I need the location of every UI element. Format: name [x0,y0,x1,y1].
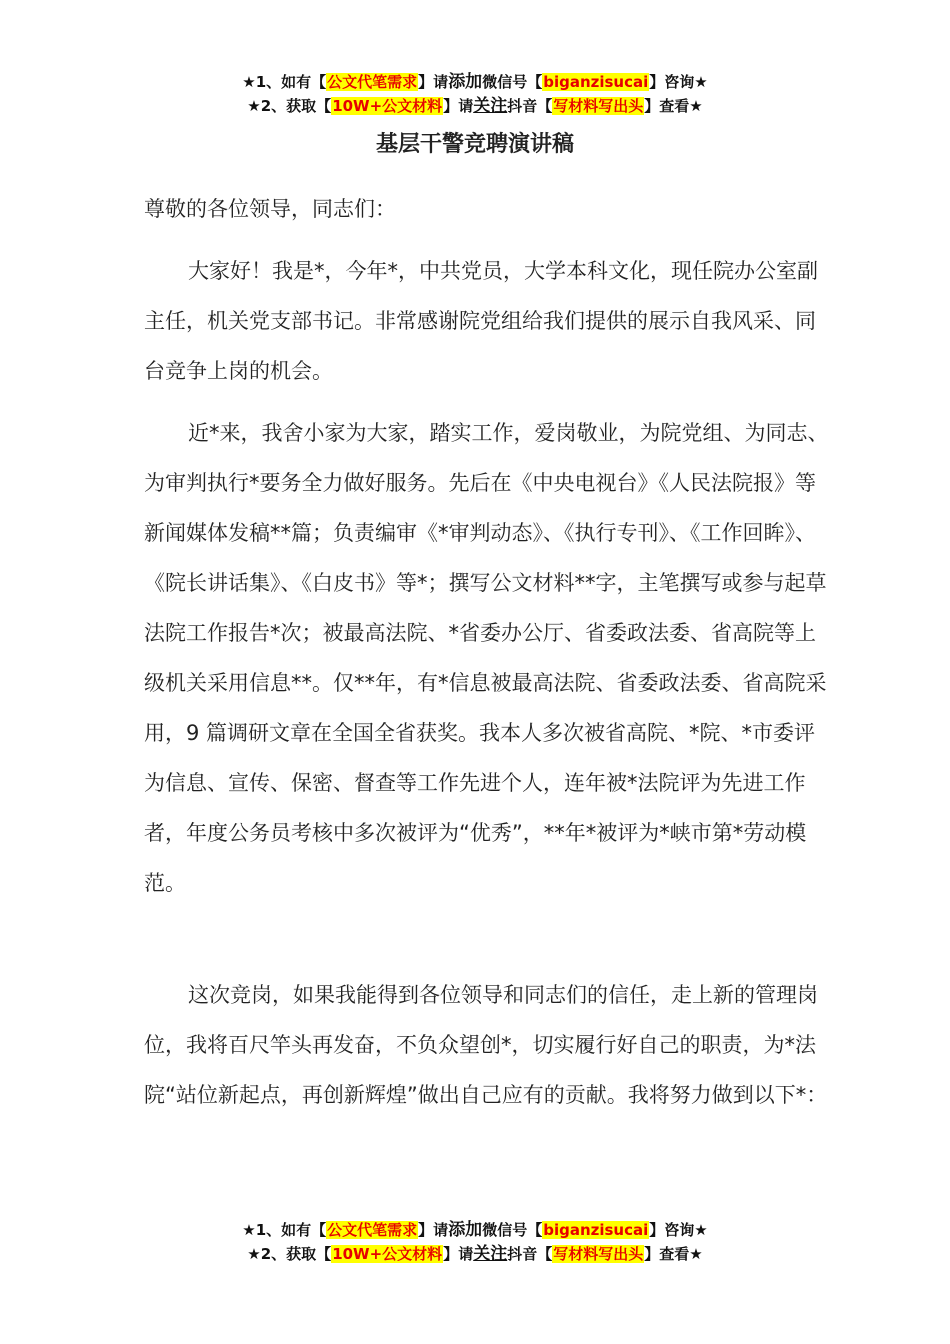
promo-text: 】咨询 [649,73,695,91]
promo-text: 】查看 [644,1245,690,1263]
promo-highlight: 10W+公文材料 [332,1245,443,1263]
promo-wechat-id: biganzisucai [543,1221,649,1239]
paragraph-intro [144,246,834,396]
promo-emphasis: 添加 [448,1220,483,1240]
promo-text: 微信号【 [482,73,543,91]
promo-highlight: 公文代笔需求 [327,73,418,91]
promo-line-2 [0,1242,950,1266]
document-title: 基层干警竞聘演讲稿 [375,132,574,157]
paragraph-text: 大家好！我是*，今年*，中共党员，大学本科文化，现任院办公室副主任，机关党支部书记。非常感谢院党组给我们提供的展示自我风采、同台竞争上岗的机会。 [144,259,818,383]
promo-text: 】查看 [644,97,690,115]
star-icon: ★ [247,1245,261,1263]
promo-text: 】请 [443,1245,474,1263]
promo-douyin-id: 写材料写出头 [553,97,644,115]
salutation [144,184,834,234]
salutation-text: 尊敬的各位领导，同志们： [144,197,396,221]
promo-wechat-id: biganzisucai [543,73,649,91]
star-icon: ★ [689,97,703,115]
promo-banner-top [0,70,950,118]
promo-text: 2、获取【 [260,97,332,115]
promo-text: 1、如有【 [255,1221,327,1239]
promo-text: 】咨询 [649,1221,695,1239]
star-icon: ★ [242,73,256,91]
promo-douyin-id: 写材料写出头 [553,1245,644,1263]
promo-text: 抖音【 [507,1245,553,1263]
star-icon: ★ [694,1221,708,1239]
promo-text: 2、获取【 [260,1245,332,1263]
star-icon: ★ [689,1245,703,1263]
promo-text: 1、如有【 [255,73,327,91]
promo-highlight: 10W+公文材料 [332,97,443,115]
paragraph-achievements [144,408,834,908]
promo-line-1 [0,70,950,94]
promo-text: 抖音【 [507,97,553,115]
paragraph-text: 这次竞岗，如果我能得到各位领导和同志们的信任，走上新的管理岗位，我将百尺竿头再发奋，不负众望创*，切实履行好自己的职责，为*法院“站位新起点，再创新辉煌”做出自己应有的贡献。我将努力做到以下*： [144,983,828,1107]
star-icon: ★ [242,1221,256,1239]
promo-text: 】请 [443,97,474,115]
star-icon: ★ [247,97,261,115]
star-icon: ★ [694,73,708,91]
promo-line-1 [0,1218,950,1242]
paragraph-commitment [144,970,834,1120]
promo-text: 】请 [418,73,449,91]
promo-highlight: 公文代笔需求 [327,1221,418,1239]
promo-emphasis: 添加 [448,72,483,92]
promo-emphasis: 关注 [473,96,508,116]
promo-line-2 [0,94,950,118]
paragraph-text: 近*来，我舍小家为大家，踏实工作，爱岗敬业，为院党组、为同志、为审判执行*要务全力做好服务。先后在《中央电视台》《人民法院报》等新闻媒体发稿**篇；负责编审《*审判动态》、《执行专刊》、《工作回眸》、《院长讲话集》、《白皮书》等*；撰写公文材料**字，主笔撰写或参与起草法院工作报告*次；被最高法院、*省委办公厅、省委政法委、省高院等上级机关采用信息**。仅**年，有*信息被最高法院、省委政法委、省高院采用，9 篇调研文章在全国全省获奖。我本人多次被省高院、*院、*市委评为信息、宣传、保密、督查等工作先进个人，连年被*法院评为先进工作者，年度公务员考核中多次被评为“优秀”，**年*被评为*峡市第*劳动模范。 [144,421,829,895]
promo-emphasis: 关注 [473,1244,508,1264]
promo-text: 微信号【 [482,1221,543,1239]
promo-text: 】请 [418,1221,449,1239]
promo-banner-bottom [0,1218,950,1266]
